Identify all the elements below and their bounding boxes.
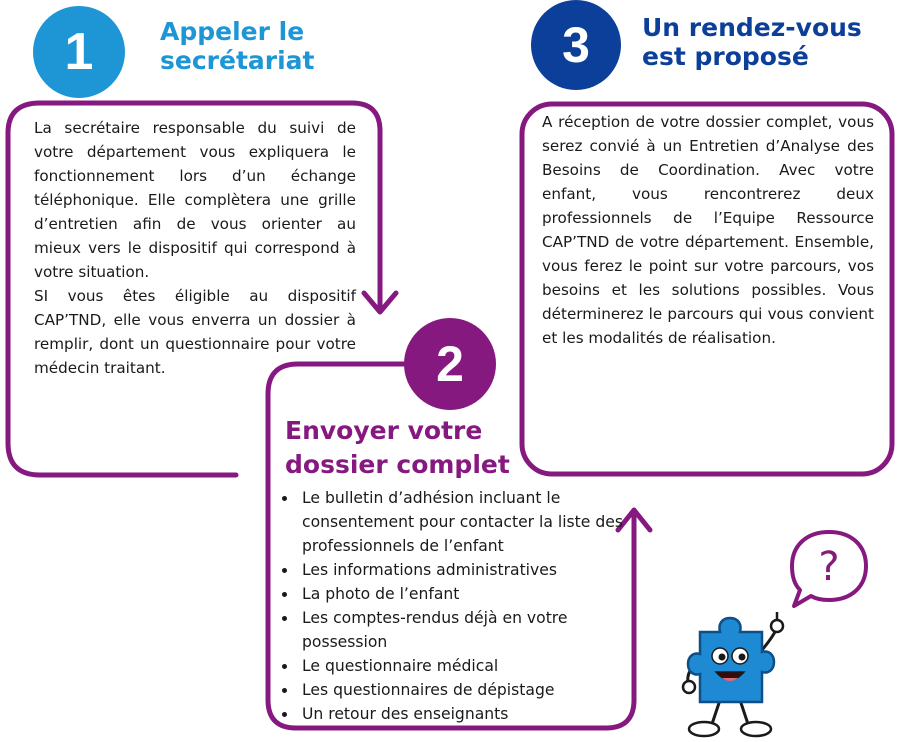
step2-document-list: [280, 486, 638, 726]
list-item: • Le bulletin d’adhésion incluant le consentement pour contacter la liste des professionnels de l’enfant: [298, 486, 638, 558]
step2-number: 2: [436, 336, 464, 392]
puzzle-piece-mascot-icon: [676, 608, 806, 740]
list-item: • Le questionnaire médical: [298, 654, 638, 678]
list-item: • Les comptes-rendus déjà en votre possession: [298, 606, 638, 654]
list-item: • La photo de l’enfant: [298, 582, 638, 606]
question-bubble-icon: [786, 526, 872, 612]
step2-title: Envoyer votre dossier complet: [285, 416, 510, 479]
list-item: • Un retour des enseignants: [298, 702, 638, 726]
step1-number: 1: [64, 23, 94, 81]
step3-number-badge: [531, 0, 621, 90]
step1-title: Appeler le secrétariat: [160, 17, 315, 75]
step1-number-badge: [33, 6, 125, 98]
step3-number: 3: [562, 17, 590, 73]
step1-text: La secrétaire responsable du suivi de votre département vous expliquera le fonctionnement lors d’un échange téléphonique. Elle complètera une grille d’entretien afin de vous orienter au mieux vers le dispositif qui correspond à votre situation. SI vous êtes éligible au dispositif CAP’TND, elle vous enverra un dossier à remplir, dont un questionnaire pour votre médecin traitant.: [34, 119, 356, 377]
list-item: • Les questionnaires de dépistage: [298, 678, 638, 702]
step3-text: A réception de votre dossier complet, vous serez convié à un Entretien d’Analyse des Besoins de Coordination. Avec votre enfant, vous rencontrerez deux professionnels de l’Equipe Ressource CAP’TND de votre département. Ensemble, vous ferez le point sur votre parcours, vos besoins et les solutions possibles. Vous déterminerez le parcours qui vous convient et les modalités de réalisation.: [542, 113, 874, 347]
step3-title: Un rendez-vous est proposé: [642, 13, 862, 71]
list-item: • Les informations administratives: [298, 558, 638, 582]
question-mark: ?: [818, 544, 840, 590]
step2-number-badge: [404, 318, 496, 410]
